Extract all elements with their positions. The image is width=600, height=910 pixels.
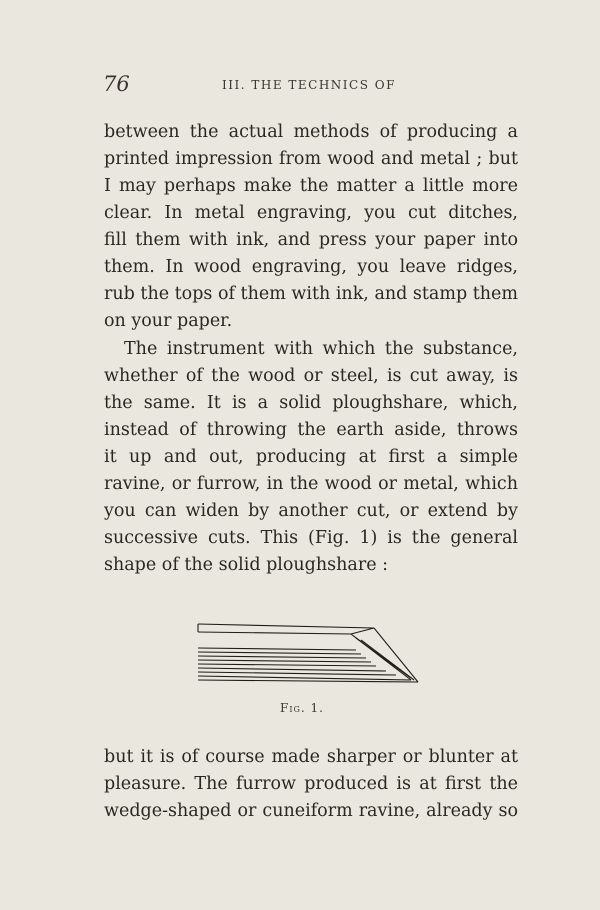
text-line: it up and out, producing at first a simple bbox=[104, 447, 518, 467]
text-line: instead of throwing the earth aside, throws bbox=[104, 420, 518, 440]
page-number: 76 bbox=[103, 72, 130, 96]
text-line: clear. In metal engraving, you cut ditches, bbox=[104, 203, 518, 223]
page-header bbox=[0, 70, 600, 100]
paragraph-2 bbox=[104, 336, 518, 579]
text-line: whether of the wood or steel, is cut away, is bbox=[104, 366, 518, 386]
text-line: between the actual methods of producing a bbox=[104, 122, 518, 142]
text-line: fill them with ink, and press your paper into bbox=[104, 230, 518, 250]
text-line: the same. It is a solid ploughshare, which, bbox=[104, 393, 518, 413]
text-line: wedge-shaped or cuneiform ravine, already so bbox=[104, 801, 518, 821]
text-line: successive cuts. This (Fig. 1) is the general bbox=[104, 528, 518, 548]
paragraph-1 bbox=[104, 119, 518, 335]
text-line: you can widen by another cut, or extend by bbox=[104, 501, 518, 521]
ploughshare-figure bbox=[196, 620, 421, 686]
text-line: The instrument with which the substance, bbox=[124, 339, 518, 359]
text-line: them. In wood engraving, you leave ridges, bbox=[104, 257, 518, 277]
text-line: I may perhaps make the matter a little more bbox=[104, 176, 518, 196]
text-line: on your paper. bbox=[104, 311, 233, 331]
running-head: III. THE TECHNICS OF bbox=[222, 78, 396, 92]
text-line: ravine, or furrow, in the wood or metal, which bbox=[104, 474, 518, 494]
text-line: but it is of course made sharper or blunter at bbox=[104, 747, 518, 767]
text-line: shape of the solid ploughshare : bbox=[104, 555, 389, 575]
text-line: rub the tops of them with ink, and stamp them bbox=[104, 284, 518, 304]
paragraph-3 bbox=[104, 744, 518, 825]
figure-caption: Fig. 1. bbox=[280, 701, 324, 715]
text-line: pleasure. The furrow produced is at first the bbox=[104, 774, 518, 794]
text-line: printed impression from wood and metal ; but bbox=[104, 149, 518, 169]
